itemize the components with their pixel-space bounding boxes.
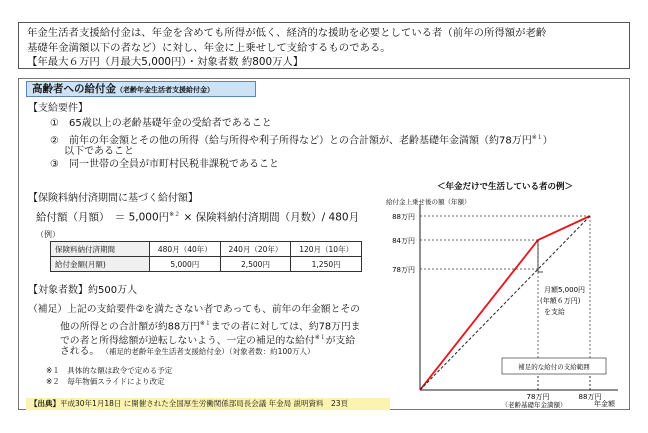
panel-header (26, 81, 256, 97)
formula-text (36, 209, 359, 225)
y-tick-label: 84万円 (392, 237, 415, 245)
formula-text-pre: 給付額（月額） ＝ 5,000円 (36, 211, 170, 224)
supplement-line-4-text: される。 (60, 346, 100, 357)
footnote-mark: ※１ (531, 134, 543, 141)
table-cell: 480月（40年） (150, 242, 221, 257)
supplement-note: （補足的老齢年金生活者支援給付金）（対象者数：約100万人） (105, 347, 315, 356)
table-cell: 240月（20年） (220, 242, 291, 257)
pension-chart (360, 180, 630, 408)
source-citation (26, 398, 390, 410)
supplement-line-3-pre: での者と所得総額が逆転しないよう、一定の補足的な給付 (60, 335, 315, 347)
target-count: 【対象者数】約500万人 (28, 285, 138, 296)
requirement-2-cont: 以下であること (64, 146, 134, 157)
source-text: 平成30年1月18日 に開催された全国厚生労働関係部局長会議 年金局 説明資料 23頁 (60, 399, 349, 408)
benefit-note-3: を支給 (544, 308, 565, 316)
benefit-note-1: 月額5,000円 (544, 286, 586, 294)
supplement-line-2-pre: 他の所得との合計額が約88万円 (60, 321, 200, 333)
requirement-1: ① 65歳以上の老齢基礎年金の受給者であること (50, 118, 272, 129)
footnote-2: ※２ 毎年物価スライドにより改定 (46, 377, 165, 386)
example-label: （例） (36, 230, 60, 239)
requirement-3: ③ 同一世帯の全員が市町村民税非課税であること (50, 159, 279, 170)
x-tick-label: 78万円 (526, 393, 550, 401)
requirements-heading: 【支給要件】 (28, 103, 88, 114)
chart-ylabel: 給付金上乗せ後の額（年額） (386, 198, 471, 206)
supplement-line-4 (60, 345, 315, 358)
supplement-line-1: （補足）上記の支給要件②を満たさない者であっても、前年の年金額とその (28, 304, 360, 315)
y-tick-label: 88万円 (392, 213, 415, 221)
table-cell: 5,000円 (150, 257, 221, 272)
footnote-1: ※１ 具体的な額は政令で定める予定 (46, 366, 173, 375)
summary-line-3: 【年最大６万円（月最大5,000円）・対象者数 約800万人】 (27, 56, 304, 68)
benefit-table (50, 241, 362, 272)
table-row (51, 242, 362, 257)
summary-box (18, 22, 630, 69)
table-cell: 保険料納付済期間 (51, 242, 150, 257)
benefit-note-2: (年額６万円) (540, 297, 581, 305)
formula-mark: ※２ (169, 211, 181, 218)
table-cell: 2,500円 (220, 257, 291, 272)
formula-heading: 【保険料納付済期間に基づく給付額】 (28, 193, 198, 204)
footnote-mark: ※１ (199, 320, 211, 327)
x-tick-sublabel: （老齢基礎年金満額） (501, 401, 567, 408)
panel-header-subtitle: （老齢年金生活者支援給付金） (116, 86, 214, 94)
table-cell: 給付金額(月額) (51, 257, 150, 272)
chart-xlabel: 年金額 (594, 400, 615, 408)
chart-title: ＜年金だけで生活している者の例＞ (436, 182, 574, 192)
footnote-mark: ※１ (314, 334, 326, 341)
supplement-range-label: 補足的な給付の支給範囲 (518, 363, 590, 371)
panel-header-title: 高齢者への給付金 (32, 83, 116, 95)
supplement-line-3-post: が支給 (325, 335, 356, 347)
source-label: 【出典】 (30, 399, 60, 408)
requirement-2-end: ） (542, 135, 553, 147)
y-tick-label: 78万円 (392, 266, 415, 274)
formula-text-post: × 保険料納付済期間（月数）/ 480月 (180, 211, 360, 224)
x-tick-label: 88万円 (578, 393, 602, 401)
table-cell: 1,250円 (291, 257, 362, 272)
summary-line-2: 基礎年金満額以下の者など）に対し、年金に上乗せして支給するものである。 (27, 41, 391, 54)
table-cell: 120月（10年） (291, 242, 362, 257)
table-row (51, 257, 362, 272)
requirement-2-text: ② 前年の年金額とその他の所得（給与所得や利子所得など）との合計額が、老齢基礎年金満額（約78万円 (50, 135, 532, 147)
supplement-line-2-post: までの者に対しては、約78万円ま (210, 321, 361, 333)
summary-line-1: 年金生活者支援給付金は、年金を含めても所得が低く、経済的な援助を必要としている者（前年の所得額が老齢 (27, 27, 547, 39)
